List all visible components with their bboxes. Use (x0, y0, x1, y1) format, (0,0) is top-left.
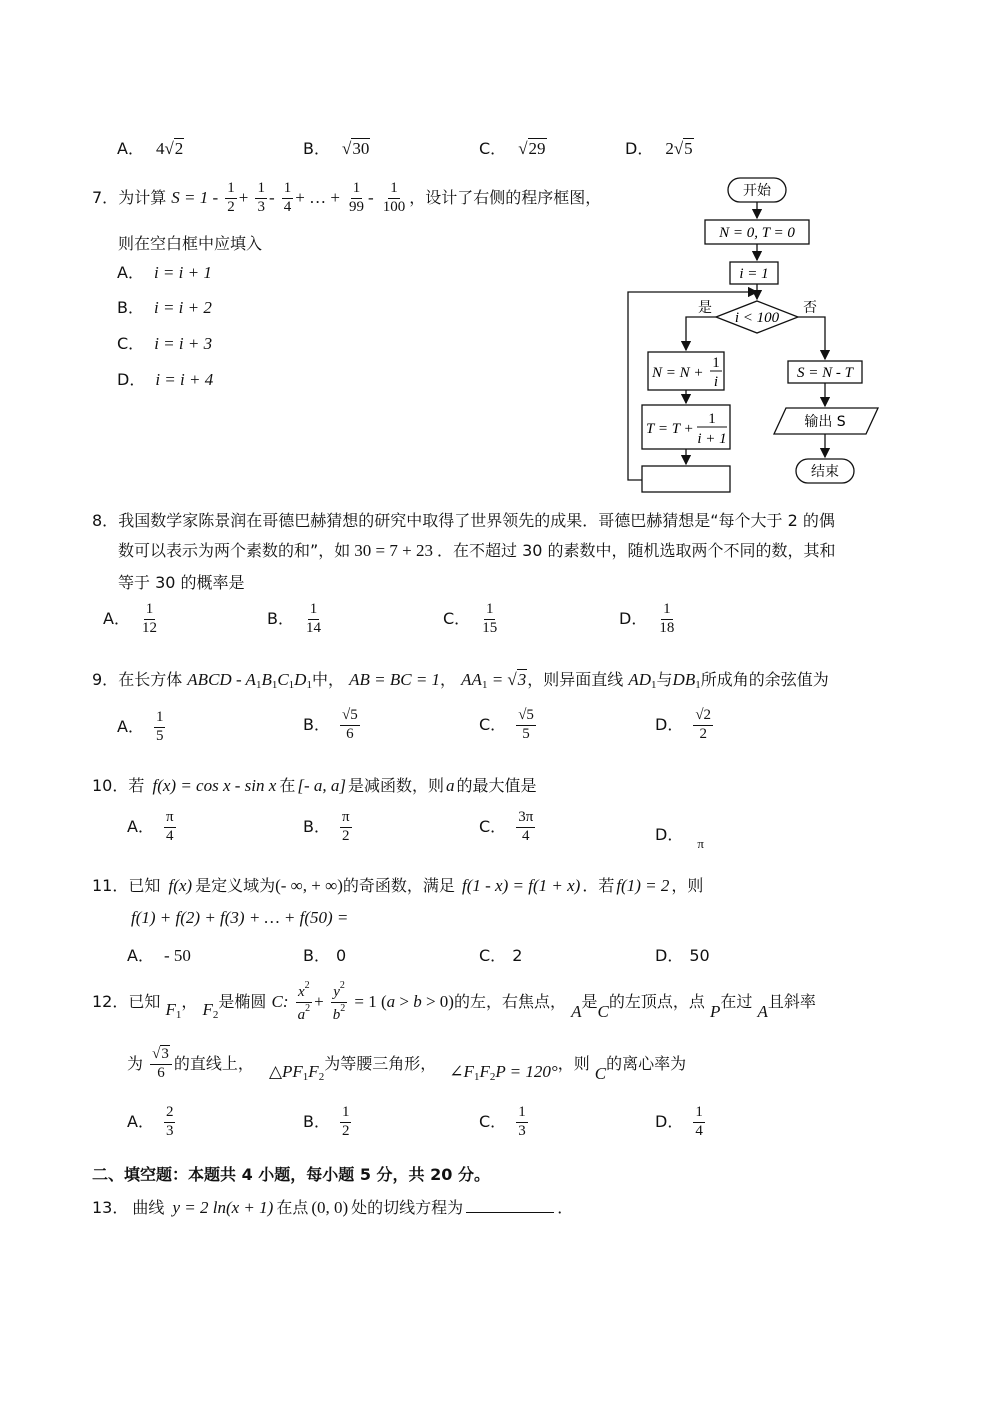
flow-step-n-label: N = N + (652, 365, 704, 381)
q10-stem: 10．若 f(x) = cos x - sin x 在 [- a, a] 是减函数，则 a 的最大值是 (92, 776, 537, 795)
q10-option-b: B． $\frac{\pi}{2}$ (303, 809, 350, 844)
q8-option-d: D． $\frac{1}{18}$ (619, 601, 675, 636)
q6-option-d: D． 2√5 (625, 139, 693, 158)
q10-option-c: C． $\frac{3\pi}{4}$ (479, 809, 534, 844)
q12-ellipse-cond: = 1 (a > b > 0) (354, 992, 454, 1011)
q12-f1: $F_1$ (165, 1000, 182, 1021)
q9-option-c: C． $\frac{√5}{5}$ (479, 707, 534, 742)
flow-step-t-label: T = T + (646, 421, 694, 437)
q12-curve-c2: C (594, 1064, 607, 1083)
q12-option-a: A． $\frac{2}{3}$ (127, 1104, 174, 1139)
q7-frac-1-99: $\frac{1}{99}$ (349, 180, 365, 215)
q12-option-b: B． $\frac{1}{2}$ (303, 1104, 350, 1139)
q12-option-c: C． $\frac{1}{3}$ (479, 1104, 526, 1139)
q8-line3: 等于 30 的概率是 (118, 573, 245, 592)
q9-line-db1: $DB_1$ (672, 670, 701, 691)
q11-sum: f(1) + f(2) + f(3) + … + f(50) = (131, 908, 349, 927)
q12-point-a: A (571, 1002, 582, 1021)
q8-line1: 8．我国数学家陈景润在哥德巴赫猜想的研究中取得了世界领先的成果．哥德巴赫猜想是“每个大于 2 的偶 (92, 511, 835, 530)
q7-stem: 7．为计算 S = 1 - $\frac{1}{2}$ + $\frac{1}{3}$ - $\frac{1}{4}$ + … + $\frac{1}{99}$ - $\frac{1}{100}$ ，设计了右侧的程序框图， (92, 180, 602, 215)
q7-frac-1-4: $\frac{1}{4}$ (283, 180, 292, 215)
q12-point-a2: A (757, 1002, 768, 1021)
q12-frac-y: $\frac{y^2}{b^2}$ (332, 980, 346, 1023)
q7-option-a: A． i = i + 1 (117, 263, 212, 282)
q10-option-d: D． $_\pi$ (655, 825, 704, 851)
q12-ellipse: C: (271, 992, 289, 1011)
q12-line2: 为 $\frac{√3}{6}$ 的直线上， $\triangle PF_1F_2$为等腰三角形， $\angle F_1F_2P = 120^\circ$，则 C的离心率为 (127, 1046, 687, 1083)
q9-option-a: A． $\frac{1}{5}$ (117, 709, 164, 744)
q11-stem: 11．已知 f(x) 是定义域为(- ∞, + ∞)的奇函数，满足 f(1 - x) = f(1 + x) ．若 f(1) = 2 ，则 (92, 876, 704, 895)
q11-option-b: B． 0 (303, 946, 347, 965)
q9-eq1: AB = BC = 1 (349, 670, 441, 689)
q6-option-a: A． 4√2 (117, 139, 184, 158)
q7-option-d: D． i = i + 4 (117, 370, 214, 389)
flow-start-label: 开始 (743, 183, 771, 199)
flow-step-t-frac-den: i + 1 (697, 431, 727, 447)
flow-blank-box (642, 466, 730, 492)
q6-option-d-value: 2√5 (665, 139, 693, 158)
q7-frac-1-3: $\frac{1}{3}$ (257, 180, 265, 215)
q12-slope: $\frac{√3}{6}$ (150, 1047, 172, 1082)
q9-line-ad1: $AD_1$ (628, 670, 657, 691)
q11-option-c: C． 2 (479, 946, 523, 965)
q8-option-a: A． $\frac{1}{12}$ (103, 601, 157, 636)
flow-step-t-frac-num: 1 (708, 411, 716, 427)
q12-f2: $F_2$ (202, 1000, 219, 1021)
q12-triangle: $\triangle PF_1F_2$ (268, 1062, 325, 1083)
q7-option-c: C． i = i + 3 (117, 334, 213, 353)
flow-condition-label: i < 100 (734, 310, 780, 326)
q9-cuboid: ABCD - $A_1B_1C_1D_1$ (187, 670, 312, 691)
q6-option-c-value: √29 (518, 139, 546, 158)
flow-init-label: N = 0, T = 0 (719, 225, 795, 241)
q6-option-b-value: √30 (341, 139, 370, 158)
q7-option-b: B． i = i + 2 (117, 298, 212, 317)
flow-i-init-label: i = 1 (739, 266, 769, 282)
q9-stem: 9．在长方体 ABCD - $A_1B_1C_1D_1$中， AB = BC = 1， $AA_1 = √3$，则异面直线 $AD_1$与$DB_1$所成角的余弦值为 (92, 670, 829, 691)
q6-option-a-value: 4√2 (155, 139, 184, 158)
q12-curve-c: C (597, 1002, 609, 1021)
q6-option-b: B． √30 (303, 139, 370, 158)
q6-option-c: C． √29 (479, 139, 546, 158)
q11-fx: f(x) (168, 876, 193, 895)
q12-line1: 12．已知 $F_1$， $F_2$是椭圆 C: $\frac{x^2}{a^2}$ + $\frac{y^2}{b^2}$ = 1 (a > b > 0)的左，右焦点， A是C的左顶点，点 P在过 A且斜率 (92, 980, 816, 1023)
flow-result-label: S = N - T (797, 365, 853, 381)
q7-frac-1-2: $\frac{1}{2}$ (227, 180, 235, 215)
q10-option-a: A． $\frac{\pi}{4}$ (127, 809, 174, 844)
q7-line2: 则在空白框中应填入 (118, 234, 263, 253)
flow-step-n-frac-den: i (713, 374, 719, 390)
q11-option-a: A． - 50 (127, 946, 191, 965)
q8-option-c: C． $\frac{1}{15}$ (443, 601, 498, 636)
q12-point-p: P (709, 1002, 721, 1021)
q12-frac-x: $\frac{x^2}{a^2}$ (297, 980, 311, 1023)
q8-option-b: B． $\frac{1}{14}$ (267, 601, 321, 636)
flow-output-label: 输出 S (804, 414, 846, 430)
q13-answer-blank[interactable] (466, 1212, 554, 1213)
q9-eq2: $AA_1 = √3$ (461, 670, 527, 691)
section-2-title: 二、填空题：本题共 4 小题，每小题 5 分，共 20 分。 (92, 1165, 490, 1184)
flow-step-n-frac-num: 1 (712, 355, 720, 371)
flowchart (620, 172, 890, 497)
q7-formula: S = 1 - (171, 188, 219, 207)
q13-stem: 13． 曲线 y = 2 ln(x + 1) 在点 (0, 0) 处的切线方程为 ． (92, 1198, 574, 1217)
q8-line2: 数可以表示为两个素数的和”，如 30 = 7 + 23 ．在不超过 30 的素数中，随机选取两个不同的数，其和 (118, 541, 836, 560)
q9-option-d: D． $\frac{√2}{2}$ (655, 707, 712, 742)
q10-var-a: a (446, 776, 455, 795)
flow-no-label: 否 (803, 300, 817, 316)
q11-option-d: D． 50 (655, 946, 710, 965)
q12-option-d: D． $\frac{1}{4}$ (655, 1104, 703, 1139)
flow-end-label: 结束 (811, 464, 839, 480)
q12-angle: $\angle F_1F_2P = 120^\circ$ (449, 1062, 558, 1083)
flow-yes-label: 是 (698, 300, 712, 316)
q9-option-b: B． $\frac{√5}{6}$ (303, 707, 358, 742)
q7-frac-1-100: $\frac{1}{100}$ (382, 180, 406, 215)
